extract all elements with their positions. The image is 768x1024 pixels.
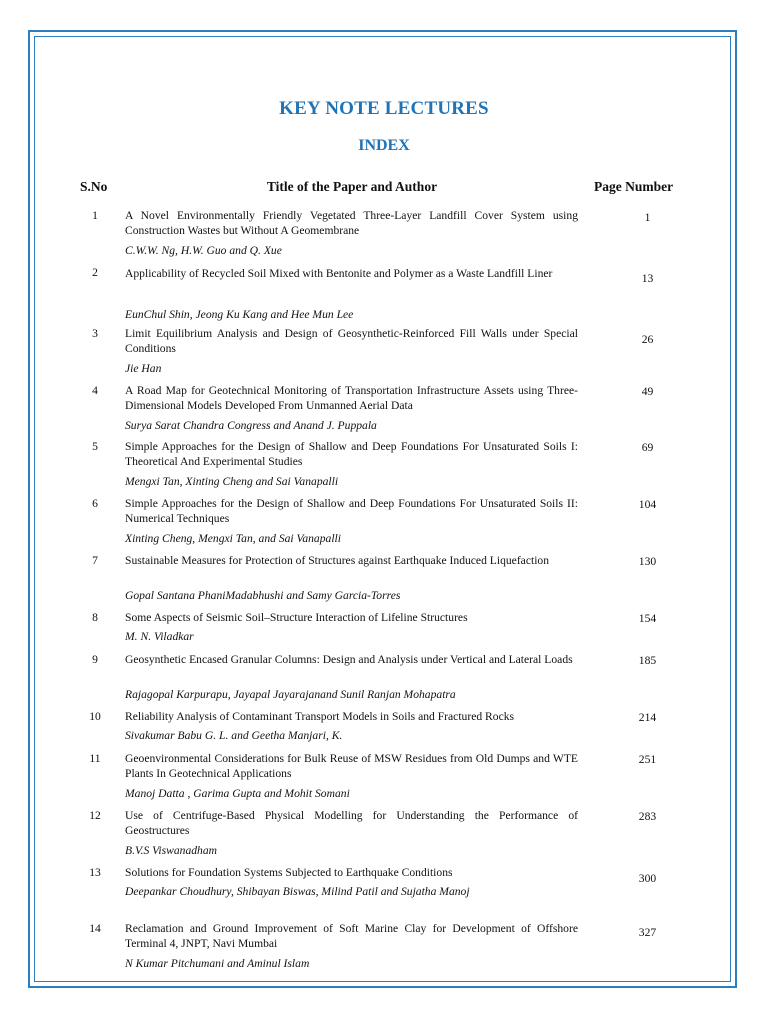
paper-title: Geosynthetic Encased Granular Columns: Design and Analysis under Vertical and Lateral Loads (125, 653, 573, 666)
paper-authors: Gopal Santana PhaniMadabhushi and Samy Garcia-Torres (125, 589, 401, 602)
paper-title: Simple Approaches for the Design of Shallow and Deep Foundations For Unsaturated Soils II: Numerical Techniques (125, 497, 578, 525)
paper-title: Simple Approaches for the Design of Shallow and Deep Foundations For Unsaturated Soils I: Theoretical And Experimental Studies (125, 440, 578, 468)
paper-title: Geoenvironmental Considerations for Bulk Reuse of MSW Residues from Old Dumps and WTE Plants In Geotechnical Applications (125, 752, 578, 780)
entry-number: 2 (92, 266, 98, 279)
page-number: 13 (641, 272, 654, 285)
page-number: 26 (641, 333, 654, 346)
paper-title: A Novel Environmentally Friendly Vegetated Three-Layer Landfill Cover System using Construction Wastes but Without A Geomembrane (125, 209, 578, 237)
column-header-sno: S.No (80, 179, 108, 194)
paper-authors: Sivakumar Babu G. L. and Geetha Manjari, K. (125, 729, 343, 742)
entry-number: 8 (92, 611, 98, 624)
paper-title: Sustainable Measures for Protection of Structures against Earthquake Induced Liquefaction (125, 554, 550, 567)
paper-authors: M. N. Viladkar (125, 630, 194, 643)
entry-number: 5 (92, 440, 98, 453)
paper-authors: Mengxi Tan, Xinting Cheng and Sai Vanapalli (125, 475, 339, 488)
column-header-title: Title of the Paper and Author (266, 179, 438, 194)
page-number: 69 (641, 441, 654, 454)
paper-authors: Rajagopal Karpurapu, Jayapal Jayarajanand Sunil Ranjan Mohapatra (125, 688, 456, 701)
entry-number: 11 (89, 752, 101, 765)
entry-number: 1 (92, 209, 98, 222)
paper-authors: B.V.S Viswanadham (125, 844, 218, 857)
entry-number: 4 (92, 384, 98, 397)
paper-title: Use of Centrifuge-Based Physical Modelling for Understanding the Performance of Geostructures (125, 809, 578, 837)
page-number: 251 (638, 753, 657, 766)
paper-title: Reclamation and Ground Improvement of Soft Marine Clay for Development of Offshore Terminal 4, JNPT, Navi Mumbai (125, 922, 578, 950)
entry-number: 14 (89, 922, 101, 935)
paper-title: Limit Equilibrium Analysis and Design of Geosynthetic-Reinforced Fill Walls under Special Conditions (125, 327, 578, 355)
paper-authors: Surya Sarat Chandra Congress and Anand J. Puppala (125, 419, 377, 432)
entry-number: 13 (89, 866, 101, 879)
page-title: KEY NOTE LECTURES (279, 98, 489, 119)
page-number: 1 (644, 211, 651, 224)
page-number: 327 (638, 926, 657, 939)
page-number: 214 (638, 711, 657, 724)
page-number: 283 (638, 810, 657, 823)
paper-authors: Deepankar Choudhury, Shibayan Biswas, Milind Patil and Sujatha Manoj (125, 885, 470, 898)
entry-number: 12 (89, 809, 101, 822)
entry-number: 9 (92, 653, 98, 666)
paper-authors: Manoj Datta , Garima Gupta and Mohit Somani (125, 787, 350, 800)
paper-authors: N Kumar Pitchumani and Aminul Islam (125, 957, 310, 970)
page-number: 49 (641, 385, 654, 398)
entry-number: 10 (89, 710, 101, 723)
paper-authors: C.W.W. Ng, H.W. Guo and Q. Xue (125, 244, 282, 257)
column-header-page: Page Number (594, 179, 674, 194)
paper-authors: Xinting Cheng, Mengxi Tan, and Sai Vanapalli (125, 532, 341, 545)
entry-number: 7 (92, 554, 98, 567)
paper-title: Applicability of Recycled Soil Mixed with Bentonite and Polymer as a Waste Landfill Liner (125, 267, 553, 280)
paper-title: A Road Map for Geotechnical Monitoring of Transportation Infrastructure Assets using Three-Dimensional Models Developed From Unmanned Aerial Data (125, 384, 578, 412)
paper-authors: Jie Han (125, 362, 162, 375)
page-number: 300 (638, 872, 657, 885)
paper-title: Reliability Analysis of Contaminant Transport Models in Soils and Fractured Rocks (125, 710, 515, 723)
paper-authors: EunChul Shin, Jeong Ku Kang and Hee Mun Lee (125, 308, 354, 321)
paper-title: Solutions for Foundation Systems Subjected to Earthquake Conditions (125, 866, 453, 879)
page-subtitle: INDEX (358, 137, 410, 154)
entry-number: 3 (92, 327, 98, 340)
page-number: 185 (638, 654, 657, 667)
entry-number: 6 (92, 497, 98, 510)
paper-title: Some Aspects of Seismic Soil–Structure Interaction of Lifeline Structures (125, 611, 468, 624)
page-number: 154 (638, 612, 657, 625)
page-number: 130 (638, 555, 657, 568)
page-number: 104 (638, 498, 657, 511)
